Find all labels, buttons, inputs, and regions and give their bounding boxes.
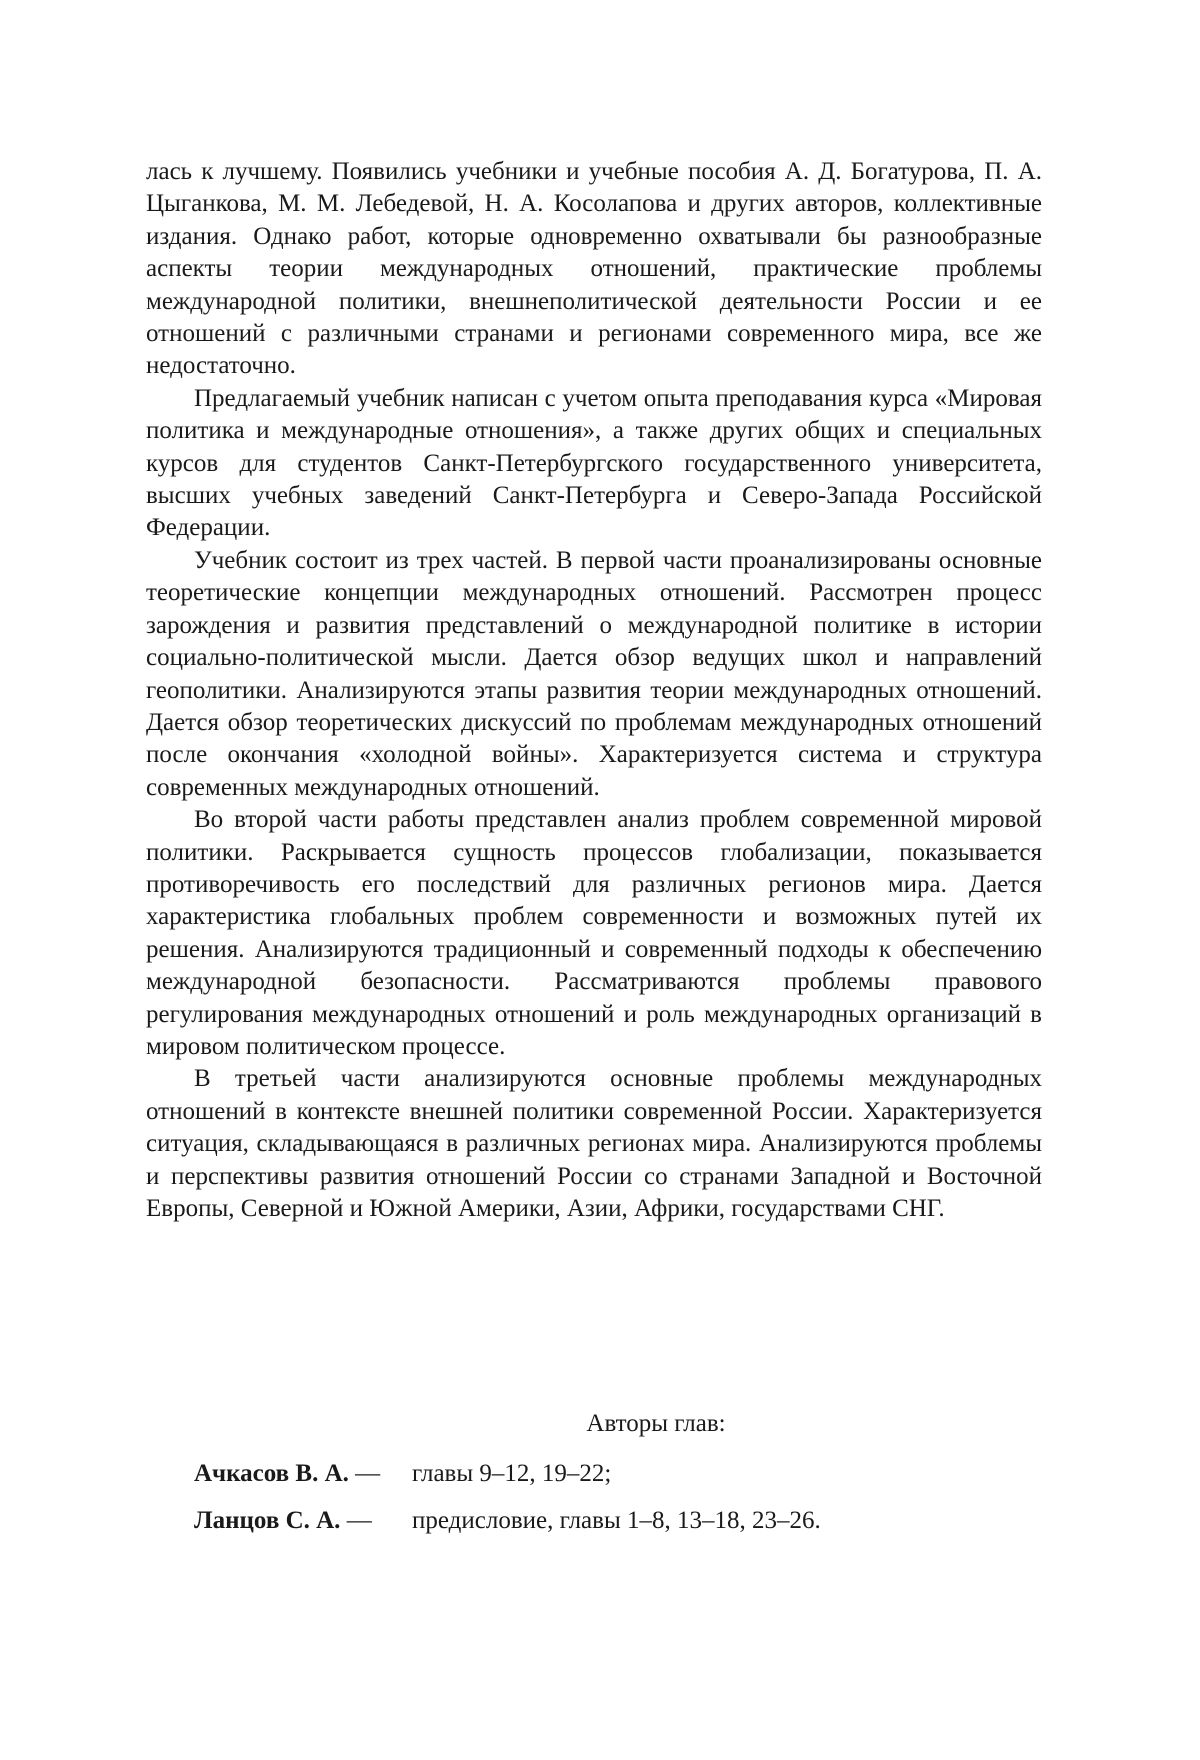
author-chapters: предисловие, главы 1–8, 13–18, 23–26. (412, 1506, 821, 1534)
author-chapters: главы 9–12, 19–22; (412, 1460, 612, 1488)
author-name-block (194, 1458, 412, 1490)
paragraph-part-three: В третьей части анализируются основные проблемы международных отношений в контексте внешней политики современной России. Характеризуется ситуация, складывающаяся в различных регионах мира. Анализируются проблемы и перспективы развития отношений России со странами Западной и Восточной Европы, Северной и Южной Америки, Азии, Африки, государствами СНГ. (146, 1065, 1042, 1222)
author-entry (194, 1458, 1042, 1490)
author-separator: — (340, 1506, 372, 1534)
paragraph-textbook-basis: Предлагаемый учебник написан с учетом опыта преподавания курса «Мировая политика и международные отношения», а также других общих и специальных курсов для студентов Санкт-Петербургского государственного университета, высших учебных заведений Санкт-Петербурга и Северо-Запада Российской Федерации. (146, 384, 1042, 542)
author-separator: — (348, 1460, 381, 1488)
chapter-authors (146, 1408, 1042, 1551)
author-name-block (194, 1505, 412, 1537)
body-text (146, 156, 1042, 1225)
author-name: Ланцов С. А. (194, 1506, 341, 1534)
authors-heading: Авторы глав: (586, 1410, 726, 1437)
author-name: Ачкасов В. А. (194, 1460, 349, 1488)
paragraph-part-one: Учебник состоит из трех частей. В первой части проанализированы основные теоретические концепции международных отношений. Рассмотрен процесс зарождения и развития представлений о международной политике в истории социально-политической мысли. Дается обзор ведущих школ и направлений геополитики. Анализируются этапы развития теории международных отношений. Дается обзор теоретических дискуссий по проблемам международных отношений после окончания «холодной войны». Характеризуется система и структура современных международных отношений. (146, 546, 1042, 801)
author-entry (194, 1505, 1042, 1537)
paragraph-continuation: лась к лучшему. Появились учебники и учебные пособия А. Д. Богатурова, П. А. Цыганкова, М. М. Лебедевой, Н. А. Косолапова и других авторов, коллективные издания. Однако работ, которые одновременно охватывали бы разнообразные аспекты теории международных отношений, практические проблемы международной политики, внешнеполитической деятельности России и ее отношений с различными странами и регионами современного мира, все же недостаточно. (146, 158, 1042, 380)
paragraph-part-two: Во второй части работы представлен анализ проблем современной мировой политики. Раскрывается сущность процессов глобализации, показывается противоречивость его последствий для различных регионов мира. Дается характеристика глобальных проблем современности и возможных путей их решения. Анализируются традиционный и современный подходы к обеспечению международной безопасности. Рассматриваются проблемы правового регулирования международных отношений и роль международных организаций в мировом политическом процессе. (146, 806, 1042, 1060)
